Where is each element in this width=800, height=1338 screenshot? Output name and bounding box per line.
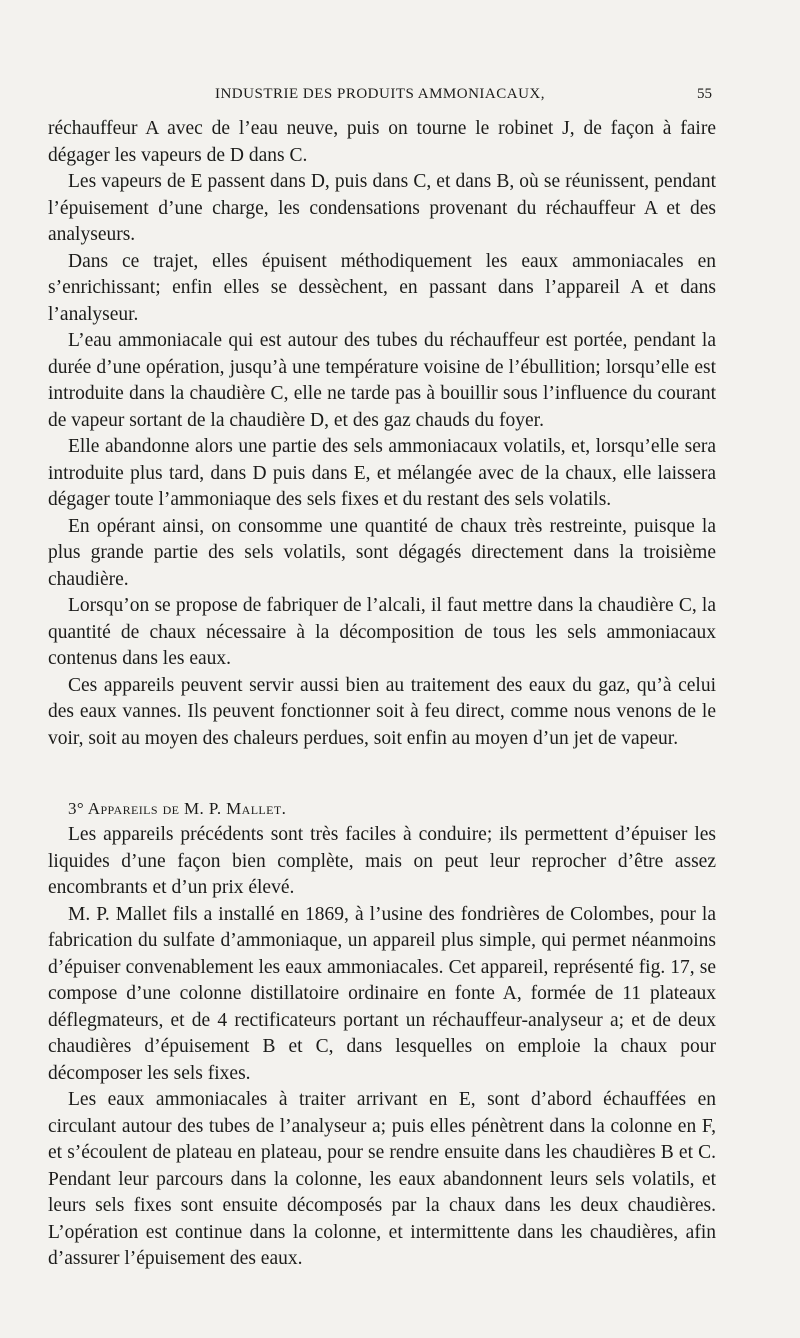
paragraph: En opérant ainsi, on consomme une quantité de chaux très restreinte, puisque la plus grande partie des sels volatils, sont dégagés directement dans la troisième chaudière. [48,515,716,590]
paragraph: Les appareils précédents sont très faciles à conduire; ils permettent d’épuiser les liquides d’une façon bien complète, mais on peut leur reprocher d’être assez encombrants et d’un prix élevé. [48,824,716,898]
paragraph: Les eaux ammoniacales à traiter arrivant en E, sont d’abord échauffées en circulant autour des tubes de l’analyseur a; puis elles pénètrent dans la colonne en F, et s’écoulent de plateau en plateau, pour se rendre ensuite dans les chaudières B et C. Pendant leur parcours dans la colonne, les eaux abandonnent leurs sels volatils, et leurs sels fixes sont ensuite décomposés par la chaux dans les deux chaudières. L’opération est continue dans la colonne, et intermittente dans les chaudières, afin d’assurer l’épuisement des eaux. [48,1089,716,1269]
section-heading: 3° Appareils de M. P. Mallet. [68,799,287,818]
paragraph: Ces appareils peuvent servir aussi bien au traitement des eaux du gaz, qu’à celui des eaux vannes. Ils peuvent fonctionner soit à feu direct, comme nous venons de le voir, soit au moyen des chaleurs perdues, soit enfin au moyen d’un jet de vapeur. [48,674,716,749]
paragraph: M. P. Mallet fils a installé en 1869, à l’usine des fondrières de Colombes, pour la fabrication du sulfate d’ammoniaque, un appareil plus simple, qui permet néanmoins d’épuiser convenablement les eaux ammoniacales. Cet appareil, représenté fig. 17, se compose d’une colonne distillatoire ordinaire en fonte A, formée de 11 plateaux déflegmateurs, et de 4 rectificateurs portant un réchauffeur-analyseur a; et de deux chaudières d’épuisement B et C, dans lesquelles on emploie la chaux pour décomposer les sels fixes. [48,903,716,1084]
running-title: INDUSTRIE DES PRODUITS AMMONIACAUX, [214,86,546,102]
paragraph: Les vapeurs de E passent dans D, puis dans C, et dans B, où se réunissent, pendant l’épuisement d’une charge, les condensations provenant du réchauffeur A et des analyseurs. [48,171,716,245]
paragraph: Dans ce trajet, elles épuisent méthodiquement les eaux ammoniacales en s’enrichissant; enfin elles se dessèchent, en passant dans l’appareil A et dans l’analyseur. [48,250,716,325]
paragraph: réchauffeur A avec de l’eau neuve, puis on tourne le robinet J, de façon à faire dégager les vapeurs de D dans C. [48,118,716,166]
paragraph: Elle abandonne alors une partie des sels ammoniacaux volatils, et, lorsqu’elle sera introduite plus tard, dans D puis dans E, et mélangée avec de la chaux, elle laissera dégager toute l’ammoniaque des sels fixes et du restant des sels volatils. [48,436,716,510]
paragraph: Lorsqu’on se propose de fabriquer de l’alcali, il faut mettre dans la chaudière C, la quantité de chaux nécessaire à la décomposition de tous les sels ammoniacaux contenus dans les eaux. [48,595,716,669]
page-number: 55 [697,86,712,102]
page-header [48,86,712,110]
page-body [48,116,716,1273]
paragraph: L’eau ammoniacale qui est autour des tubes du réchauffeur est portée, pendant la durée d’une opération, jusqu’à une température voisine de l’ébullition; lorsqu’elle est introduite dans la chaudière C, elle ne tarde pas à bouillir sous l’influence du courant de vapeur sortant de la chaudière D, et des gaz chauds du foyer. [48,330,716,431]
